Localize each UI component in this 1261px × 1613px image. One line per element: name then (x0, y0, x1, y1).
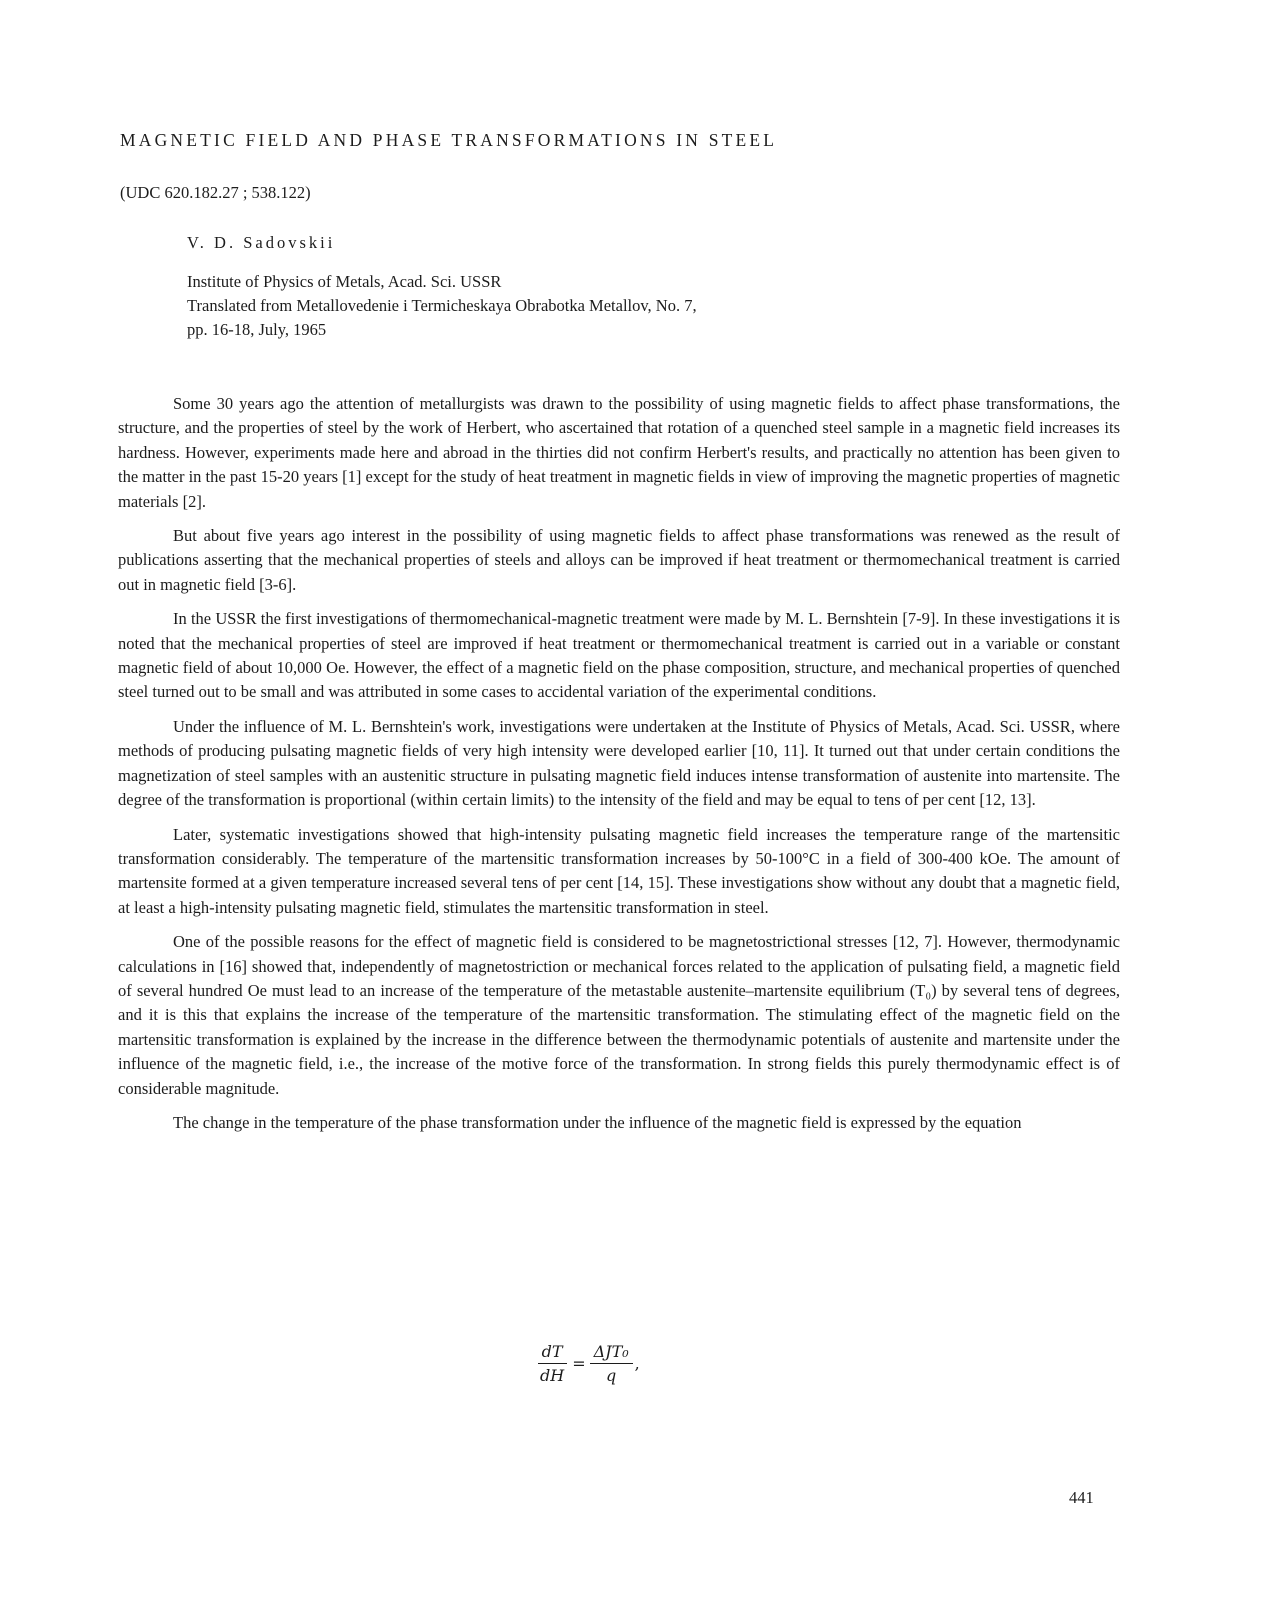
paragraph: The change in the temperature of the phase transformation under the influence of the magnetic field is expressed by the equation (173, 1112, 1022, 1132)
lhs-numerator: dT (538, 1342, 567, 1364)
paragraph: In the USSR the first investigations of thermomechanical-magnetic treatment were made by M. L. Bernshtein [7-9]. In these investigations it is noted that the mechanical properties of steel are improved if heat treatment or thermomechanical treatment is carried out in a variable or constant magnetic field of about 10,000 Oe. However, the effect of a magnetic field on the phase composition, structure, and mechanical properties of quenched steel turned out to be small and was attributed in some cases to accidental variation of the experimental conditions. (118, 609, 1120, 702)
lhs-denominator: dH (540, 1366, 565, 1385)
author-name: V. D. Sadovskii (187, 233, 336, 252)
rhs-numerator: ΔJT₀ (590, 1342, 633, 1364)
affiliation-line: Institute of Physics of Metals, Acad. Sci. USSR (187, 272, 502, 291)
udc-code: (UDC 620.182.27 ; 538.122) (120, 183, 311, 202)
paragraph: Some 30 years ago the attention of metallurgists was drawn to the possibility of using magnetic fields to affect phase transformations, the structure, and the properties of steel by the work of Herbert, who ascertained that rotation of a quenched steel sample in a magnetic field increases its hardness. However, experiments made here and abroad in the thirties did not confirm Herbert's results, and practically no attention has been given to the matter in the past 15-20 years [1] except for the study of heat treatment in magnetic fields in view of improving the magnetic properties of magnetic materials [2]. (118, 394, 1120, 511)
affiliation-block (187, 270, 697, 342)
translation-source-line: Translated from Metallovedenie i Termicheskaya Obrabotka Metallov, No. 7, (187, 296, 697, 315)
equals-sign: = (572, 1354, 586, 1373)
paragraph: But about five years ago interest in the possibility of using magnetic fields to affect phase transformations was renewed as the result of publications asserting that the mechanical properties of steels and alloys can be improved if heat treatment or thermomechanical treatment is carried out in magnetic field [3-6]. (118, 526, 1120, 594)
rhs-fraction (590, 1342, 633, 1385)
paragraph: Later, systematic investigations showed that high-intensity pulsating magnetic field increases the temperature range of the martensitic transformation considerably. The temperature of the martensitic transformation increases by 50-100°C in a field of 300-400 kOe. The amount of martensite formed at a given temperature increased several tens of per cent [14, 15]. These investigations show without any doubt that a magnetic field, at least a high-intensity pulsating magnetic field, stimulates the martensitic transformation in steel. (118, 824, 1120, 917)
article-body (118, 392, 1120, 1145)
equation (536, 1342, 640, 1385)
equation-comma: , (634, 1354, 640, 1373)
paragraph: One of the possible reasons for the effect of magnetic field is considered to be magnetostrictional stresses [12, 7]. However, thermodynamic calculations in [16] showed that, independently of magnetostriction or mechanical forces related to the application of pulsating field, a magnetic field of several hundred Oe must lead to an increase of the temperature of the metastable austenite–martensite equilibrium (T₀) by several tens of degrees, and it is this that explains the increase of the temperature of the martensitic transformation. The stimulating effect of the magnetic field on the martensitic transformation is explained by the increase in the difference between the thermodynamic potentials of austenite and martensite under the influence of the magnetic field, i.e., the increase of the motive force of the transformation. In strong fields this purely thermodynamic effect is of considerable magnitude. (118, 932, 1120, 1098)
paragraph: Under the influence of M. L. Bernshtein's work, investigations were undertaken at the Institute of Physics of Metals, Acad. Sci. USSR, where methods of producing pulsating magnetic fields of very high intensity were developed earlier [10, 11]. It turned out that under certain conditions the magnetization of steel samples with an austenitic structure in pulsating magnetic field induces intense transformation of austenite into martensite. The degree of the transformation is proportional (within certain limits) to the intensity of the field and may be equal to tens of per cent [12, 13]. (118, 716, 1120, 810)
lhs-fraction (536, 1342, 568, 1385)
rhs-denominator: q (606, 1366, 617, 1385)
pages-date-line: pp. 16-18, July, 1965 (187, 320, 327, 339)
page-number: 441 (1069, 1488, 1094, 1507)
article-title: MAGNETIC FIELD AND PHASE TRANSFORMATIONS IN STEEL (120, 130, 778, 150)
